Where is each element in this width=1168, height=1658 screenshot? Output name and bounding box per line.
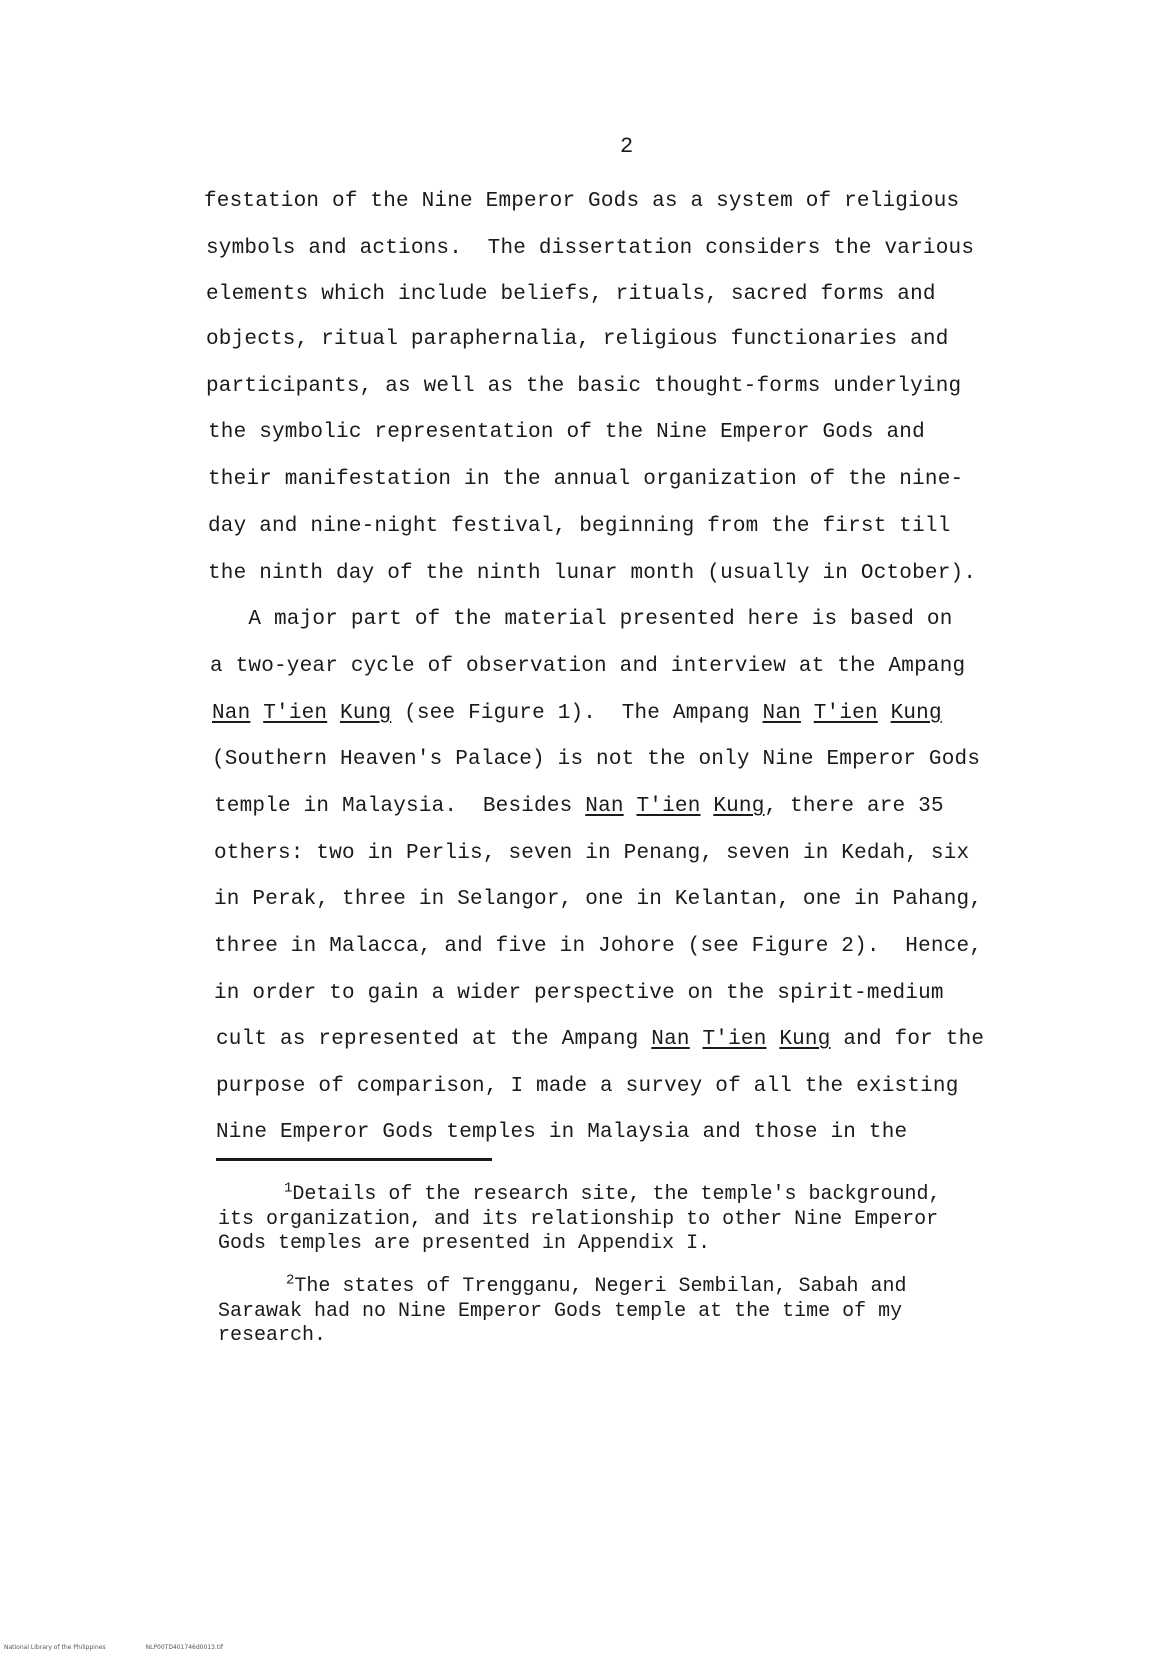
underlined-term: T'ien <box>636 795 701 818</box>
word-space <box>327 702 340 725</box>
body-line: in Perak, three in Selangor, one in Kelantan, one in Pahang, <box>214 888 983 911</box>
underlined-term: T'ien <box>263 702 328 725</box>
word-space <box>701 795 714 818</box>
body-line: symbols and actions. The dissertation considers the various <box>206 237 975 260</box>
body-line <box>212 702 942 725</box>
footnote-separator <box>216 1158 492 1161</box>
body-line: day and nine-night festival, beginning from the first till <box>208 515 951 538</box>
word-space <box>624 795 637 818</box>
body-line <box>214 795 944 818</box>
footnote-mark: 1 <box>284 1180 293 1197</box>
body-line: (Southern Heaven's Palace) is not the only Nine Emperor Gods <box>212 748 981 771</box>
word-space <box>878 702 891 725</box>
word-space <box>801 702 814 725</box>
footnote-line: Sarawak had no Nine Emperor Gods temple at the time of my <box>218 1300 903 1323</box>
body-line: elements which include beliefs, rituals, sacred forms and <box>206 283 936 306</box>
footnote-line: Gods temples are presented in Appendix I. <box>218 1232 711 1255</box>
underlined-term: Nan <box>585 795 624 818</box>
text-segment: , there are 35 <box>764 795 944 818</box>
underlined-term: Nan <box>651 1028 690 1051</box>
underlined-term: T'ien <box>813 702 878 725</box>
word-space <box>250 702 263 725</box>
underlined-term: Kung <box>890 702 942 725</box>
body-line <box>216 1028 984 1051</box>
body-line: in order to gain a wider perspective on the spirit-medium <box>214 982 944 1005</box>
text-segment: and for the <box>830 1028 985 1051</box>
body-line: the symbolic representation of the Nine Emperor Gods and <box>208 421 925 444</box>
underlined-term: Nan <box>762 702 801 725</box>
word-space <box>767 1028 780 1051</box>
underlined-term: Kung <box>340 702 392 725</box>
footnote-text: Details of the research site, the temple's background, <box>292 1183 941 1206</box>
footnote-line <box>286 1272 907 1298</box>
body-line: others: two in Perlis, seven in Penang, seven in Kedah, six <box>214 842 970 865</box>
scan-footer <box>4 1644 263 1651</box>
body-line: A major part of the material presented here is based on <box>210 608 953 631</box>
body-line: purpose of comparison, I made a survey of all the existing <box>216 1075 959 1098</box>
footnote-line: its organization, and its relationship to other Nine Emperor <box>218 1208 939 1231</box>
footnote-mark: 2 <box>286 1272 295 1289</box>
footnote-line: research. <box>218 1324 327 1347</box>
scan-footer-filename: NLP00TD401746d0013.tif <box>145 1644 223 1651</box>
text-segment: cult as represented at the Ampang <box>216 1028 652 1051</box>
underlined-term: Nan <box>212 702 251 725</box>
body-line: three in Malacca, and five in Johore (see Figure 2). Hence, <box>214 935 983 958</box>
body-line: a two-year cycle of observation and interview at the Ampang <box>210 655 966 678</box>
footnote-text: The states of Trengganu, Negeri Sembilan, Sabah and <box>294 1275 907 1298</box>
body-line: the ninth day of the ninth lunar month (usually in October). <box>208 562 977 585</box>
underlined-term: Kung <box>713 795 765 818</box>
underlined-term: Kung <box>779 1028 831 1051</box>
body-line: Nine Emperor Gods temples in Malaysia and those in the <box>216 1121 908 1144</box>
scan-footer-library: National Library of the Philippines <box>4 1644 106 1651</box>
text-segment: (see Figure 1). The Ampang <box>391 702 763 725</box>
body-line: festation of the Nine Emperor Gods as a system of religious <box>204 190 960 213</box>
body-line: participants, as well as the basic thought-forms underlying <box>206 375 962 398</box>
body-line: their manifestation in the annual organization of the nine- <box>208 468 964 491</box>
text-segment: temple in Malaysia. Besides <box>214 795 586 818</box>
underlined-term: T'ien <box>702 1028 767 1051</box>
word-space <box>690 1028 703 1051</box>
page-number: 2 <box>620 134 634 159</box>
body-line: objects, ritual paraphernalia, religious functionaries and <box>206 328 949 351</box>
footnote-line <box>284 1180 941 1206</box>
